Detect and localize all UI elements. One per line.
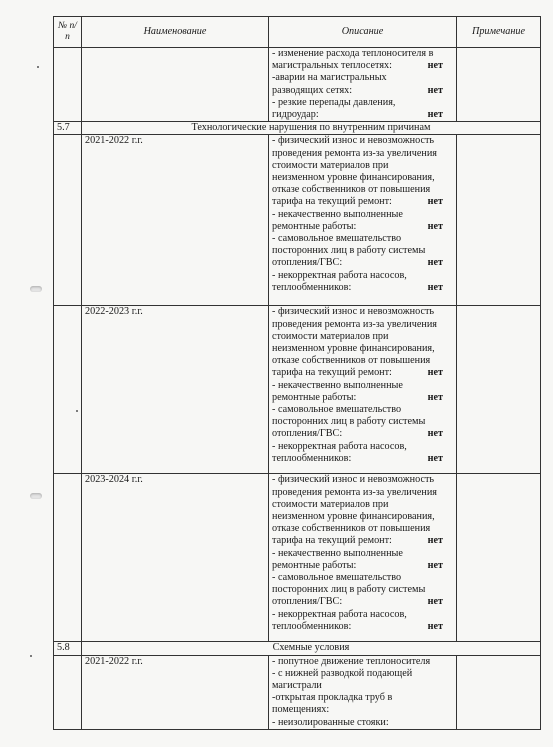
description-text: посторонних лиц в работу системы: [272, 584, 426, 596]
description-line: [272, 245, 453, 257]
description-line: [272, 487, 453, 499]
description-line: [272, 319, 453, 331]
description-text: тарифа на текущий ремонт:: [272, 196, 392, 208]
table-row: [54, 474, 541, 642]
description-line: [272, 668, 453, 680]
data-table: [53, 16, 541, 730]
description-line: [272, 184, 453, 196]
description-line: [272, 416, 453, 428]
cell-num: [54, 655, 82, 729]
status-value: нет: [427, 84, 443, 96]
description-line: [272, 511, 453, 523]
description-line: [272, 60, 453, 72]
description-text: магистрали: [272, 680, 322, 692]
description-text: гидроудар:: [272, 109, 319, 121]
status-value: нет: [427, 391, 443, 403]
status-value: нет: [427, 109, 443, 121]
description-text: - неизолированные стояки:: [272, 716, 389, 728]
description-text: - физический износ и невозможность: [272, 306, 435, 318]
description-line: [272, 221, 453, 233]
description-line: [272, 392, 453, 404]
description-text: ремонтные работы:: [272, 391, 357, 403]
description-line: [272, 474, 453, 486]
period-name: 2021-2022 г.г.: [82, 135, 269, 306]
description-line: [272, 135, 453, 147]
description-line: [272, 48, 453, 60]
scan-speck: [37, 66, 39, 68]
description-text: тарифа на текущий ремонт:: [272, 367, 392, 379]
description-line: [272, 621, 453, 633]
description-line: [272, 233, 453, 245]
description-text: отопления/ГВС:: [272, 428, 343, 440]
description-line: [272, 499, 453, 511]
table-header-row: [54, 17, 541, 48]
description-line: [272, 535, 453, 547]
description-text: проведения ремонта из-за увеличения: [272, 486, 437, 498]
description-text: отказе собственников от повышения: [272, 523, 431, 535]
description-line: [272, 453, 453, 465]
description-text: неизменном уровне финансирования,: [272, 172, 435, 184]
description-text: тарифа на текущий ремонт:: [272, 535, 392, 547]
description-line: [272, 85, 453, 97]
status-value: нет: [427, 559, 443, 571]
description-text: - с нижней разводкой подающей: [272, 667, 413, 679]
description-line: [272, 172, 453, 184]
description-text: стоимости материалов при: [272, 330, 389, 342]
description-text: - изменение расхода теплоносителя в: [272, 48, 434, 59]
status-value: нет: [427, 220, 443, 232]
section-number: 5.7: [54, 122, 82, 135]
cell-note: [457, 306, 541, 474]
description-text: ремонтные работы:: [272, 559, 357, 571]
section-row: [54, 122, 541, 135]
description-text: - некорректная работа насосов,: [272, 269, 407, 281]
cell-desc: [269, 135, 457, 306]
section-number: 5.8: [54, 642, 82, 655]
description-text: -аварии на магистральных: [272, 72, 387, 84]
description-line: [272, 704, 453, 716]
status-value: нет: [427, 596, 443, 608]
description-text: помещениях:: [272, 704, 330, 716]
description-text: посторонних лиц в работу системы: [272, 245, 426, 257]
cell-note: [457, 655, 541, 729]
description-text: ремонтные работы:: [272, 220, 357, 232]
description-line: [272, 680, 453, 692]
cell-desc: [269, 655, 457, 729]
table-row: [54, 135, 541, 306]
description-text: разводящих сетях:: [272, 84, 353, 96]
description-text: - попутное движение теплоносителя: [272, 655, 431, 667]
description-text: неизменном уровне финансирования,: [272, 343, 435, 355]
description-text: отказе собственников от повышения: [272, 355, 431, 367]
table-row: [54, 48, 541, 122]
description-line: [272, 355, 453, 367]
description-line: [272, 572, 453, 584]
description-text: - некорректная работа насосов,: [272, 608, 407, 620]
description-text: теплообменников:: [272, 620, 352, 632]
status-value: нет: [427, 196, 443, 208]
description-text: теплообменников:: [272, 452, 352, 464]
header-col-desc: Описание: [269, 17, 457, 48]
description-text: - некачественно выполненные: [272, 547, 403, 559]
description-text: неизменном уровне финансирования,: [272, 511, 435, 523]
status-value: нет: [427, 452, 443, 464]
description-line: [272, 367, 453, 379]
description-text: - самовольное вмешательство: [272, 404, 402, 416]
cell-num: [54, 48, 82, 122]
description-line: [272, 97, 453, 109]
section-row: [54, 642, 541, 655]
cell-num: [54, 306, 82, 474]
table-row: [54, 655, 541, 729]
scan-speck: [30, 655, 32, 657]
description-line: [272, 584, 453, 596]
status-value: нет: [427, 620, 443, 632]
description-text: магистральных теплосетях:: [272, 60, 392, 72]
status-value: нет: [427, 428, 443, 440]
cell-num: [54, 135, 82, 306]
cell-desc: [269, 48, 457, 122]
description-line: [272, 109, 453, 121]
description-text: отказе собственников от повышения: [272, 184, 431, 196]
header-col-note: Примечание: [457, 17, 541, 48]
description-line: [272, 331, 453, 343]
description-text: - самовольное вмешательство: [272, 572, 402, 584]
description-line: [272, 609, 453, 621]
header-col-name: Наименование: [82, 17, 269, 48]
description-line: [272, 692, 453, 704]
description-text: отопления/ГВС:: [272, 596, 343, 608]
status-value: нет: [427, 60, 443, 72]
period-name: 2023-2024 г.г.: [82, 474, 269, 642]
section-title: Схемные условия: [82, 642, 541, 655]
description-text: - физический износ и невозможность: [272, 474, 435, 486]
cell-name: [82, 48, 269, 122]
description-text: проведения ремонта из-за увеличения: [272, 318, 437, 330]
description-line: [272, 656, 453, 668]
description-line: [272, 596, 453, 608]
description-text: проведения ремонта из-за увеличения: [272, 147, 437, 159]
punch-hole-mark: [30, 286, 42, 292]
section-title: Технологические нарушения по внутренним причинам: [82, 122, 541, 135]
description-text: - самовольное вмешательство: [272, 233, 402, 245]
description-line: [272, 306, 453, 318]
header-col-num: № п/п: [54, 17, 82, 48]
description-line: [272, 148, 453, 160]
description-line: [272, 209, 453, 221]
description-line: [272, 548, 453, 560]
status-value: нет: [427, 257, 443, 269]
description-line: [272, 160, 453, 172]
period-name: 2021-2022 г.г.: [82, 655, 269, 729]
description-text: - физический износ и невозможность: [272, 135, 435, 147]
table-row: [54, 306, 541, 474]
description-line: [272, 343, 453, 355]
description-text: стоимости материалов при: [272, 159, 389, 171]
status-value: нет: [427, 281, 443, 293]
description-line: [272, 404, 453, 416]
description-text: отопления/ГВС:: [272, 257, 343, 269]
description-line: [272, 560, 453, 572]
punch-hole-mark: [30, 493, 42, 499]
description-line: [272, 282, 453, 294]
description-line: [272, 72, 453, 84]
description-text: теплообменников:: [272, 281, 352, 293]
description-text: - резкие перепады давления,: [272, 96, 396, 108]
description-line: [272, 523, 453, 535]
description-text: - некорректная работа насосов,: [272, 440, 407, 452]
description-line: [272, 257, 453, 269]
description-text: -открытая прокладка труб в: [272, 692, 393, 704]
period-name: 2022-2023 г.г.: [82, 306, 269, 474]
status-value: нет: [427, 367, 443, 379]
description-line: [272, 441, 453, 453]
description-line: [272, 380, 453, 392]
description-text: - некачественно выполненные: [272, 379, 403, 391]
description-line: [272, 717, 453, 729]
cell-desc: [269, 474, 457, 642]
description-text: посторонних лиц в работу системы: [272, 416, 426, 428]
description-line: [272, 428, 453, 440]
description-line: [272, 196, 453, 208]
cell-desc: [269, 306, 457, 474]
cell-num: [54, 474, 82, 642]
description-text: - некачественно выполненные: [272, 208, 403, 220]
cell-note: [457, 48, 541, 122]
status-value: нет: [427, 535, 443, 547]
cell-note: [457, 135, 541, 306]
description-text: стоимости материалов при: [272, 498, 389, 510]
description-line: [272, 270, 453, 282]
cell-note: [457, 474, 541, 642]
